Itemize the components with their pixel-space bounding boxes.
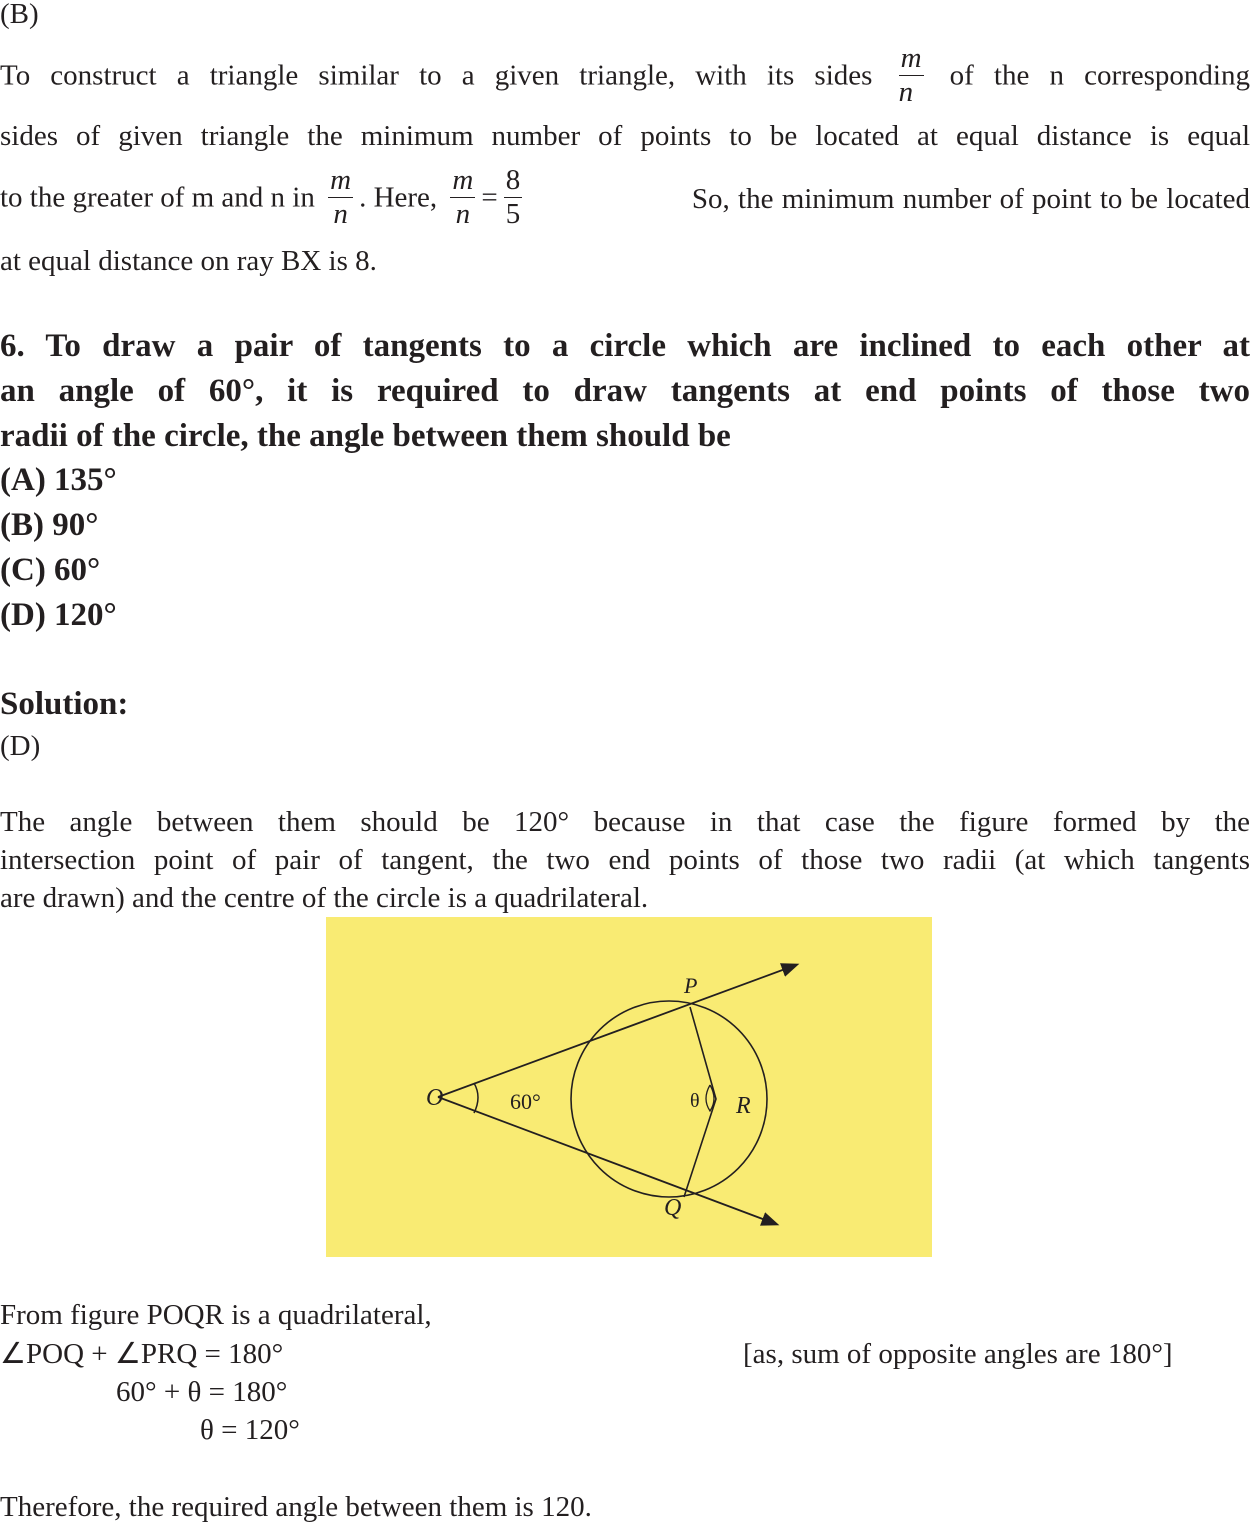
step-2-note: [as, sum of opposite angles are 180°] [743, 1338, 1173, 1370]
tangent-oq [438, 1097, 776, 1224]
question-line-2: an angle of 60°, it is required to draw tangents at end points of those two [0, 373, 1250, 409]
svg-text:θ: θ [690, 1090, 700, 1112]
fraction-m-n: $\frac{m}{n}$ [898, 42, 922, 109]
explanation-line-4: at equal distance on ray BX is 8. [0, 245, 377, 277]
solution-heading: Solution: [0, 686, 129, 722]
solution-line-2: intersection point of pair of tangent, the two end points of those two radii (at which tangents [0, 844, 1250, 876]
previous-answer: (B) [0, 0, 39, 30]
tangent-op [438, 965, 796, 1097]
solution-line-1: The angle between them should be 120° because in that case the figure formed by the [0, 806, 1250, 838]
question-line-1: 6. To draw a pair of tangents to a circle which are inclined to each other at [0, 328, 1250, 364]
conclusion: Therefore, the required angle between them is 120. [0, 1491, 592, 1523]
svg-text:Q: Q [664, 1195, 682, 1221]
step-4: θ = 120° [200, 1414, 300, 1446]
step-2: ∠POQ + ∠PRQ = 180° [0, 1338, 284, 1370]
explanation-line-1: To construct a triangle similar to a given triangle, with its sides $\frac{m}{n}$ of the n corresponding [0, 42, 1250, 109]
svg-text:R: R [736, 1093, 751, 1119]
question-line-3: radii of the circle, the angle between them should be [0, 418, 731, 454]
step-3: 60° + θ = 180° [116, 1376, 288, 1408]
solution-line-3: are drawn) and the centre of the circle is a quadrilateral. [0, 882, 649, 914]
option-d: (D) 120° [0, 597, 117, 633]
svg-text:P: P [684, 973, 698, 998]
tangent-figure [326, 917, 932, 1257]
svg-text:60°: 60° [510, 1089, 541, 1114]
step-1: From figure POQR is a quadrilateral, [0, 1299, 432, 1331]
explanation-line-3: to the greater of m and n in $\frac{m}{n}$ . Here, $\frac{m}{n}$ = $\frac{8}{5}$ So, the minimum number of point to be located [0, 164, 1250, 231]
svg-text:O: O [426, 1085, 444, 1111]
radii [684, 1007, 716, 1197]
angle-arc-o [474, 1083, 478, 1113]
option-c: (C) 60° [0, 552, 101, 588]
option-a: (A) 135° [0, 462, 117, 498]
option-b: (B) 90° [0, 507, 99, 543]
explanation-line-2: sides of given triangle the minimum number of points to be located at equal distance is equal [0, 120, 1250, 152]
solution-answer: (D) [0, 730, 41, 762]
